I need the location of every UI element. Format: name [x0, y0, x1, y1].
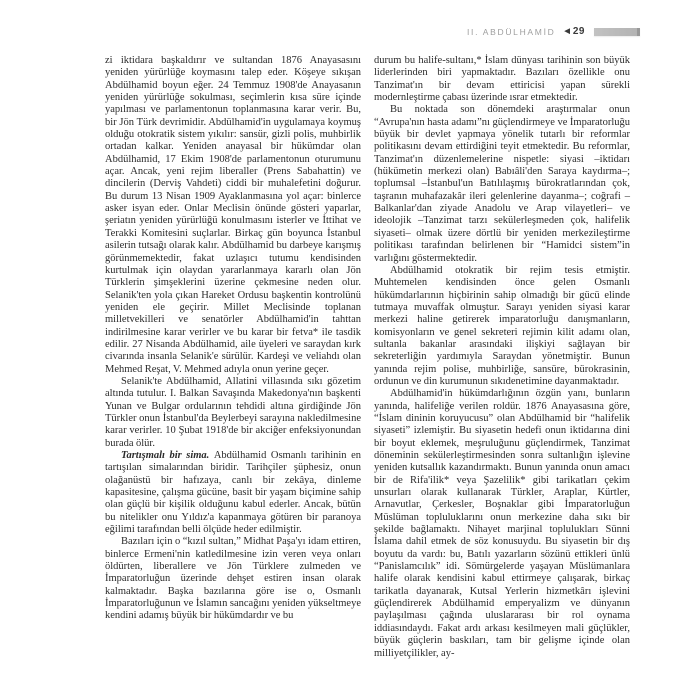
- running-header: [0, 26, 640, 37]
- paragraph: Bazıları için o “kızıl sultan,” Midhat Paşa'yı idam ettiren, binlerce Ermeni'nin katledilmesine izin veren veya onları öldürten, liberallere ve Jön Türklere zulmeden ve İmparatorluğun üzerinde dehşet estiren insan olarak kalmaktadır. Başka bazılarına göre ise o, Osmanlı İmparatorluğunun ve İslamın sancağını yeniden yükseltmeye kendini adamış büyük bir hükümdardır ve bu: [105, 536, 361, 622]
- text-columns: [105, 55, 630, 660]
- paragraph: Tartışmalı bir sima. Abdülhamid Osmanlı tarihinin en tartışılan simalarından biridir. Tarihçiler şüphesiz, onun olağanüstü bir hafızaya, canlı bir zekâya, dinleme kapasitesine, çalışma gücüne, basit bir yaşam biçimine sahip olan güçlü bir kişilik olduğunu kabul ederler. Ancak, bütün bu nitelikler onu Yıldız'a kapanmaya götüren bir paranoya eğilimi tarafından belli ölçüde heder edilmiştir.: [105, 450, 361, 536]
- paragraph: zi iktidara başkaldırır ve sultandan 1876 Anayasasını yeniden yürürlüğe koymasını talep eder. Köşeye sıkışan Abdülhamid boyun eğer. 24 Temmuz 1908'de Anayasanın yeniden yürürlüğe sokulması, seçimlerin kısa süre içinde yapılması ve parlamentonun toplanmasına karar verir. Bu, bir Jön Türk devrimidir. Abdülhamid'in uygulamaya koymuş olduğu otokratik sistem yıkılır: sansür, gizli polis, muhbirlik ortadan kalkar. Yeniden anayasal bir hükümdar olan Abdülhamid, 17 Ekim 1908'de parlamentonun oturumunu açar. Ancak, yeni rejim liberaller (Prens Sabahattin) ve dincilerin (Derviş Vahdeti) ciddi bir muhalefetini doğurur. Bu durum 13 Nisan 1909 Ayaklanmasına yol açar: binlerce asker isyan eder. Onlar Meclisin önünde gösteri yaparlar, şeriatın yeniden yürürlüğü konulmasını isterler ve İttihat ve Terakki Komitesini suçlarlar. Birkaç gün boyunca İstanbul asilerin tutsağı olarak kalır. Abdülhamid bu darbeye karışmış görünmemektedir, fakat uzlaşıcı tutumu kendisinden kurtulmak için olaydan yararlanmaya kararlı olan Jön Türklerin şimşeklerini üzerine çekmesine neden olur. Selanik'ten yola çıkan Hareket Ordusu başkentin kontrolünü yeniden ele geçirir. Millet Meclisinde toplanan milletvekilleri ve senatörler Abdülhamid'in tahttan indirilmesine karar verirler ve bu karar bir fetva* ile tasdik edilir. 27 Nisanda Abdülhamid, aile üyeleri ve saraydan kırk civarında insanla Selanik'e sürülür. Kardeşi ve veliahdı olan Mehmed Reşat, V. Mehmed adıyla onun yerine geçer.: [105, 55, 361, 375]
- paragraph: durum bu halife-sultanı,* İslam dünyası tarihinin son büyük liderlerinden biri yapmaktadır. Bazıları özellikle onu Tanzimat'ın bir devam ettiricisi yapan sürekli modernleştirme çabası üzerinde ısrar etmektedir.: [374, 55, 630, 104]
- section-title: II. ABDÜLHAMİD: [466, 26, 556, 37]
- page-reference: [564, 26, 585, 37]
- paragraph-lead: Tartışmalı bir sima.: [121, 450, 214, 461]
- paragraph: Abdülhamid otokratik bir rejim tesis etmiştir. Muhtemelen kendisinden önce gelen Osmanlı hükümdarlarının hiçbirinin sahip olmadığı bir gücü elinde tutmaya muvaffak olmuştur. Sarayı yeniden siyasi karar merkezi haline getirerek imparatorluğu danışmanların, komisyonların ve genel sekreteri rejimin kilit adamı olan, sultanla bakanlar arasındaki ilişkiyi sağlayan bir sekreterliğin yardımıyla Saraydan yönetmiştir. Bunun yanında rejim polise, muhbirliğe, sansüre, bürokrasinin, ordunun ve din kurumunun sıkıdenetimine dayanmaktadır.: [374, 264, 630, 387]
- page-number: 29: [572, 26, 585, 37]
- paragraph: Selanik'te Abdülhamid, Allatini villasında sıkı gözetim altında tutulur. I. Balkan Savaşında Makedonya'nın başkenti Yunan ve Bulgar ordularının tehdidi altına girdiğinde Jön Türkler onun İstanbul'da Beylerbeyi sarayına nakledilmesine karar verirler. 10 Şubat 1918'de bir akciğer enfeksiyonundan burada ölür.: [105, 375, 361, 449]
- paragraph: Bu noktada son dönemdeki araştırmalar onun “Avrupa'nın hasta adamı”nı güçlendirmeye ve İmparatorluğu büyük bir devlet yapmaya yönelik tutarlı bir reformlar politikasını devam ettirdiğini teyit etmektedir. Bu reformlar, Tanzimat'ın düzenlemelerine nispetle: siyasi –iktidarı (hükümetin merkezi olan) Babıâli'den Saraya kaydırma–; toplumsal –İstanbul'un Batılılaşmış bürokratlarından çok, taşranın muhafazakâr ileri gelenlerine dayanma–; coğrafi –Balkanlar'dan ziyade Anadolu ve Arap vilayetleri– ve ideolojik –Tanzimat tarzı sekülerleşmeden çok, halifelik siyaseti– olmak üzere dörtlü bir yeniden merkezileştirme politikası tarafından belirlenen bir “Hamidci sistem”in varlığını göstermektedir.: [374, 104, 630, 264]
- page-edge-tab-bar: [594, 28, 640, 36]
- column-left: [105, 55, 361, 660]
- paragraph: Abdülhamid'in hükümdarlığının özgün yanı, bunların yanında, halifeliğe verilen roldür. 1876 Anayasasına göre, “İslam dininin koruyucusu” olan Abdülhamid bir “halifelik siyaseti” izlemiştir. Bu siyasetin hedefi onun iktidarına dini bir boyut eklemek, meşruluğunu güçlendirmek, Tanzimat döneminin sekülerleştirmesinden sonra sultanlığın işlevine yeniden kutsallık kazandırmaktı. Bunun yanında onun amacı bir de Rifa'ilik* veya Şazelilik* gibi tarikatları çekim unsurları olarak kullanarak Türkler, Araplar, Kürtler, Arnavutlar, Çerkesler, Boşnaklar gibi İmparatorluğun Müslüman topluluklarını onun merkezine daha sıkı bir şekilde bağlamaktı. Nihayet marjinal toplulukları Sünni İslama dahil etmek de söz konusuydu. Bu siyasetin bir dış boyutu da vardı: bu, Batılı yazarların sözünü ettikleri ünlü “Panislamcılık” idi. Sömürgelerde yaşayan Müslümanlara halife olarak kendisini kabul ettirmeye çalışarak, birkaç tarikatla dayanarak, Kutsal Yerlerin hizmetkârı işlevini güçlendirerek Abdülhamid emperyalizm ve dünyanın paylaşılması çağında uluslararası bir rol oynama iddiasındaydı. Fakat ardı arkası kesilmeyen mali güçlükler, büyük güçlerin baskıları, tam bir gelişme içinde olan milliyetçilikler, ay-: [374, 388, 630, 659]
- left-arrow-icon: ◀: [564, 28, 570, 35]
- column-right: [374, 55, 630, 660]
